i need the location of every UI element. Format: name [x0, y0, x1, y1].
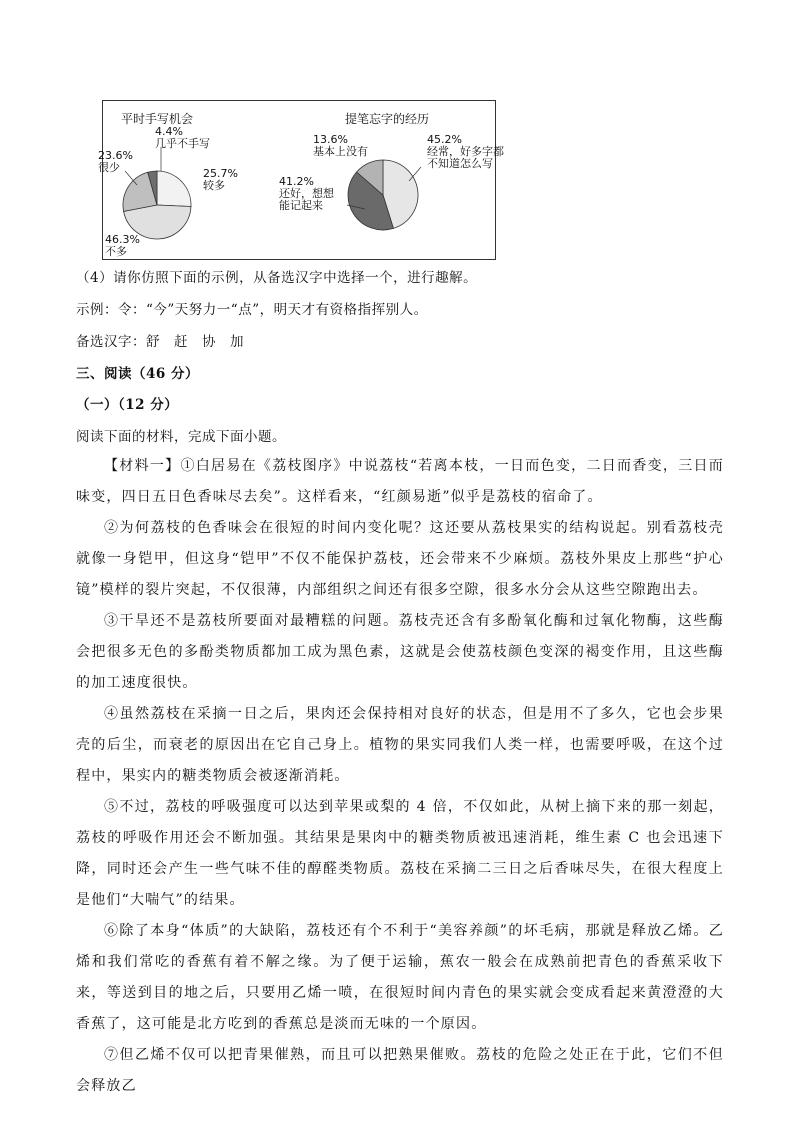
chart1-title: 平时手写机会 [121, 112, 194, 126]
paragraph-2: ②为何荔枝的色香味会在很短的时间内变化呢？这还要从荔枝果实的结构说起。别看荔枝壳就像一身铠甲，但这身“铠甲”不仅不能保护荔枝，还会带来不少麻烦。荔枝外果皮上那些“护心镜”模样的裂片突起，不仅很薄，内部组织之间还有很多空隙，很多水分会从这些空隙跑出去。 [76, 520, 724, 598]
reading-passage [76, 451, 724, 1102]
pie-chart-handwriting [123, 171, 191, 239]
pie-charts [98, 101, 504, 261]
paragraph-5: ⑤不过，荔枝的呼吸强度可以达到苹果或梨的 4 倍，不仅如此，从树上摘下来的那一刻起，荔枝的呼吸作用还会不断加强。其结果是果肉中的糖类物质被迅速消耗，维生素 C 也会迅速下降，同时还会产生一些气味不佳的醇醛类物质。荔枝在采摘二三日之后香味尽失，在很大程度上是他们“大喘气”的结果。 [76, 799, 724, 908]
reading-instruction: 阅读下面的材料，完成下面小题。 [76, 429, 286, 445]
pie2-label-2: 13.6%基本上没有 [313, 133, 368, 158]
example-line: 示例：令：“今”天努力一“点”，明天才有资格指挥别人。 [76, 302, 428, 318]
options-line: 备选汉字：舒 赶 协 加 [76, 334, 244, 350]
pie1-label-3: 4.4%几乎不手写 [155, 125, 210, 150]
pie2-label-1: 41.2%还好，想想能记起来 [279, 175, 334, 212]
paragraph-4: ④虽然荔枝在采摘一日之后，果肉还会保持相对良好的状态，但是用不了多久，它也会步果壳的后尘，而衰老的原因出在它自己身上。植物的果实同我们人类一样，也需要呼吸，在这个过程中，果实内的糖类物质会被逐渐消耗。 [76, 706, 724, 784]
pie2-label-0: 45.2%经常，好多字都不知道怎么写 [427, 133, 504, 170]
question-4: （4）请你仿照下面的示例，从备选汉字中选择一个，进行趣解。 [76, 270, 478, 286]
survey-figure [98, 100, 504, 260]
paragraph-6: ⑥除了本身“体质”的大缺陷，荔枝还有个不利于“美容养颜”的坏毛病，那就是释放乙烯。乙烯和我们常吃的香蕉有着不解之缘。为了便于运输，蕉农一般会在成熟前把青色的香蕉采收下来，等送到目的地之后，只要用乙烯一喷，在很短时间内青色的果实就会变成看起来黄澄澄的大香蕉了，这可能是北方吃到的香蕉总是淡而无味的一个原因。 [76, 923, 724, 1032]
section-3-heading: 三、阅读（46 分） [76, 366, 199, 382]
pie1-label-1: 46.3%不多 [105, 233, 140, 258]
chart2-title: 提笔忘字的经历 [345, 112, 430, 126]
pie1-label-0: 25.7%较多 [203, 167, 238, 192]
paragraph-7: ⑦但乙烯不仅可以把青果催熟，而且可以把熟果催败。荔枝的危险之处正在于此，它们不但会释放乙 [76, 1047, 724, 1094]
pie-chart-forgetting [348, 160, 418, 230]
pie1-slice-0 [157, 171, 191, 206]
paragraph-3: ③干旱还不是荔枝所要面对最糟糕的问题。荔枝壳还含有多酚氧化酶和过氧化物酶，这些酶会把很多无色的多酚类物质都加工成为黑色素，这就是会使荔枝颜色变深的褐变作用，且这些酶的加工速度很快。 [76, 613, 724, 691]
subsection-1-heading: （一）（12 分） [76, 397, 179, 413]
paragraph-1: 【材料一】①白居易在《荔枝图序》中说荔枝“若离本枝，一日而色变，二日而香变，三日而味变，四日五日色香味尽去矣”。这样看来，“红颜易逝”似乎是荔枝的宿命了。 [76, 458, 724, 505]
pie1-label-2: 23.6%很少 [98, 149, 133, 174]
